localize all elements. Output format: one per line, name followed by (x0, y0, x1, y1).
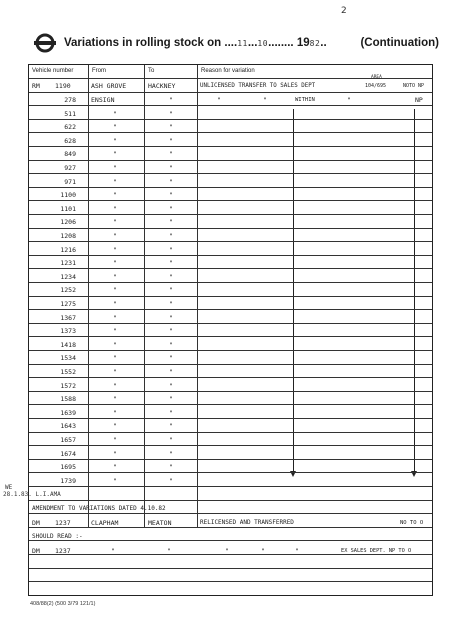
row-to: MEATON (148, 519, 172, 527)
row-area-code: 104/695 (365, 83, 387, 89)
table-rule (29, 255, 432, 256)
row-vehicle: 1674 (60, 449, 76, 458)
row-reason: RELICENSED AND TRANSFERRED (200, 519, 294, 526)
title-dots-mid: ... (247, 37, 258, 49)
row-from-ditto: " (113, 150, 117, 159)
row-reason: UNLICENSED TRANSFER TO SALES DEPT (200, 83, 316, 89)
table-rule (29, 500, 432, 501)
amendment-heading: AMENDMENT TO VARIATIONS DATED 4.10.82 (32, 505, 166, 512)
table-rule (29, 336, 432, 337)
row-vehicle: 622 (64, 123, 76, 132)
row-to-ditto: " (169, 395, 173, 404)
reason-ditto: " (217, 96, 221, 104)
row-from-ditto: " (113, 232, 117, 240)
table-rule (29, 350, 432, 351)
row-from-ditto: " (113, 109, 117, 118)
table-rule (29, 132, 432, 133)
row-from-ditto: " (113, 381, 117, 390)
table-rule (29, 486, 432, 487)
row-from-ditto: " (113, 300, 117, 308)
title-year-prefix: 19 (296, 37, 310, 49)
row-from-ditto: " (113, 476, 117, 485)
row-to-ditto: " (169, 300, 173, 308)
table-rule (29, 187, 432, 188)
table-rule (29, 200, 432, 201)
row-from: ENSIGN (91, 96, 115, 104)
row-vehicle: 849 (64, 150, 76, 159)
row-from-ditto: " (111, 547, 115, 555)
date-year: 82 (309, 39, 321, 48)
row-vehicle: 1234 (60, 272, 76, 281)
row-vehicle: 1252 (60, 286, 76, 295)
row-from-ditto: " (113, 191, 117, 200)
reason-ditto: " (225, 547, 229, 555)
row-to-ditto: " (169, 286, 173, 295)
row-to-ditto: " (169, 123, 173, 132)
row-vehicle: 927 (64, 164, 76, 172)
row-vehicle: 511 (64, 109, 76, 118)
row-from-ditto: " (113, 259, 117, 268)
row-prefix: DM (32, 547, 40, 555)
table-rule (29, 146, 432, 147)
row-to-ditto: " (169, 408, 173, 417)
row-to: HACKNEY (148, 82, 176, 90)
table-rule (29, 296, 432, 297)
table-rule (29, 568, 432, 569)
row-from-ditto: " (113, 313, 117, 322)
margin-note-date: 28.1.83. L.I.AMA (3, 491, 61, 498)
row-to-ditto: " (169, 463, 173, 472)
table-rule (29, 527, 432, 528)
table-rule (29, 364, 432, 365)
row-to-ditto: " (169, 109, 173, 118)
margin-note-initials: WE (5, 484, 13, 491)
variations-form (28, 64, 433, 596)
table-rule (29, 540, 432, 541)
table-rule (29, 472, 432, 473)
row-vehicle: 1418 (60, 340, 76, 349)
row-to-ditto: " (169, 381, 173, 390)
row-to-ditto: " (169, 218, 173, 227)
form-title (64, 37, 439, 53)
table-rule (29, 554, 432, 555)
row-to-ditto: " (169, 327, 173, 336)
reason-ditto: " (295, 547, 299, 555)
row-vehicle: 1657 (60, 436, 76, 444)
row-to-ditto: " (169, 272, 173, 281)
roundel-logo (33, 33, 57, 53)
row-from-ditto: " (113, 395, 117, 404)
row-vehicle: 278 (64, 96, 76, 104)
row-to-ditto: " (169, 422, 173, 431)
row-prefix: DM (32, 519, 40, 527)
row-from: ASH GROVE (91, 82, 127, 90)
row-vehicle: 1100 (60, 191, 76, 200)
row-from-ditto: " (113, 327, 117, 336)
title-prefix: Variations in rolling stock on (64, 37, 222, 49)
row-from-ditto: " (113, 218, 117, 227)
row-from-ditto: " (113, 354, 117, 363)
row-vehicle: 628 (64, 136, 76, 145)
row-to-ditto: " (169, 177, 173, 186)
row-from-ditto: " (113, 204, 117, 213)
row-vehicle: 1216 (60, 245, 76, 254)
table-rule (29, 418, 432, 419)
reason-ditto: " (347, 96, 351, 104)
table-rule (29, 459, 432, 460)
table-rule (29, 282, 432, 283)
row-status: NP (415, 96, 423, 104)
row-status: NO TO O (400, 520, 424, 526)
title-dots-year: .. (320, 37, 327, 49)
row-from-ditto: " (113, 272, 117, 281)
table-rule (29, 432, 432, 433)
row-to-ditto: " (169, 150, 173, 159)
row-from-ditto: " (113, 245, 117, 254)
row-to-ditto: " (169, 354, 173, 363)
table-rule (29, 309, 432, 310)
row-to-ditto: " (169, 96, 173, 104)
should-read-label: SHOULD READ :- (32, 533, 83, 540)
header-to: To (148, 68, 155, 74)
row-to-ditto: " (169, 204, 173, 213)
row-vehicle: 1231 (60, 259, 76, 268)
title-dots-left: .... (224, 37, 238, 49)
reason-ditto: " (261, 547, 265, 555)
row-from-ditto: " (113, 123, 117, 132)
row-from-ditto: " (113, 449, 117, 458)
row-prefix: RM (32, 82, 40, 90)
row-to-ditto: " (169, 245, 173, 254)
row-vehicle: 1373 (60, 327, 76, 336)
row-to-ditto: " (169, 449, 173, 458)
row-to-ditto: " (169, 313, 173, 322)
row-vehicle: 1101 (60, 204, 76, 213)
row-vehicle: 1643 (60, 422, 76, 431)
table-rule (29, 105, 432, 106)
row-vehicle: 1206 (60, 218, 76, 227)
row-reason: EX SALES DEPT. NP TO O (341, 548, 412, 554)
row-to-ditto: " (169, 232, 173, 240)
table-rule (29, 404, 432, 405)
table-rule (29, 445, 432, 446)
row-vehicle: 971 (64, 177, 76, 186)
row-vehicle: 1588 (60, 395, 76, 404)
row-from-ditto: " (113, 164, 117, 172)
row-vehicle: 1275 (60, 300, 76, 308)
row-status: NOTO NP (403, 83, 425, 89)
reason-ditto: " (263, 96, 267, 104)
row-vehicle: 1208 (60, 232, 76, 240)
row-from: CLAPHAM (91, 519, 119, 527)
header-vehicle-number: Vehicle number (32, 68, 74, 74)
row-vehicle: 1237 (55, 519, 71, 527)
table-rule (29, 92, 432, 93)
table-rule (29, 119, 432, 120)
row-to-ditto: " (169, 164, 173, 172)
row-area-label: AREA (371, 75, 382, 80)
table-rule (29, 214, 432, 215)
row-vehicle: 1237 (55, 547, 71, 555)
row-vehicle: 1534 (60, 354, 76, 363)
row-from-ditto: " (113, 463, 117, 472)
row-vehicle: 1367 (60, 313, 76, 322)
row-from-ditto: " (113, 408, 117, 417)
row-to-ditto: " (169, 340, 173, 349)
row-to-ditto: " (169, 191, 173, 200)
table-rule (29, 323, 432, 324)
row-to-ditto: " (169, 368, 173, 376)
row-vehicle: 1639 (60, 408, 76, 417)
table-rule (29, 377, 432, 378)
row-to-ditto: " (167, 547, 171, 555)
row-from-ditto: " (113, 286, 117, 295)
row-from-ditto: " (113, 422, 117, 431)
continuation-label: (Continuation) (360, 37, 439, 49)
row-vehicle: 1552 (60, 368, 76, 376)
table-rule (29, 173, 432, 174)
header-reason: Reason for variation (201, 68, 255, 74)
reason-within: WITHIN (295, 97, 315, 103)
row-to-ditto: " (169, 436, 173, 444)
table-rule (29, 78, 432, 79)
title-dots-right: ........ (268, 37, 294, 49)
row-from-ditto: " (113, 340, 117, 349)
row-vehicle: 1739 (60, 476, 76, 485)
table-rule (29, 391, 432, 392)
form-code: 408/88(2) (500 3/79 121/1) (30, 601, 96, 607)
row-from-ditto: " (113, 436, 117, 444)
date-month: 10 (257, 39, 269, 48)
row-vehicle: 1572 (60, 381, 76, 390)
row-vehicle: 1190 (55, 82, 71, 90)
row-from-ditto: " (113, 368, 117, 376)
row-from-ditto: " (113, 177, 117, 186)
row-to-ditto: " (169, 259, 173, 268)
table-rule (29, 228, 432, 229)
page-number: 2 (341, 6, 347, 16)
date-day: 11 (237, 39, 248, 48)
row-vehicle: 1695 (60, 463, 76, 472)
table-rule (29, 268, 432, 269)
table-rule (29, 241, 432, 242)
row-to-ditto: " (169, 136, 173, 145)
row-from-ditto: " (113, 136, 117, 145)
table-rule (29, 581, 432, 582)
header-from: From (92, 68, 106, 74)
row-to-ditto: " (169, 476, 173, 485)
table-rule (29, 160, 432, 161)
table-rule (29, 513, 432, 514)
